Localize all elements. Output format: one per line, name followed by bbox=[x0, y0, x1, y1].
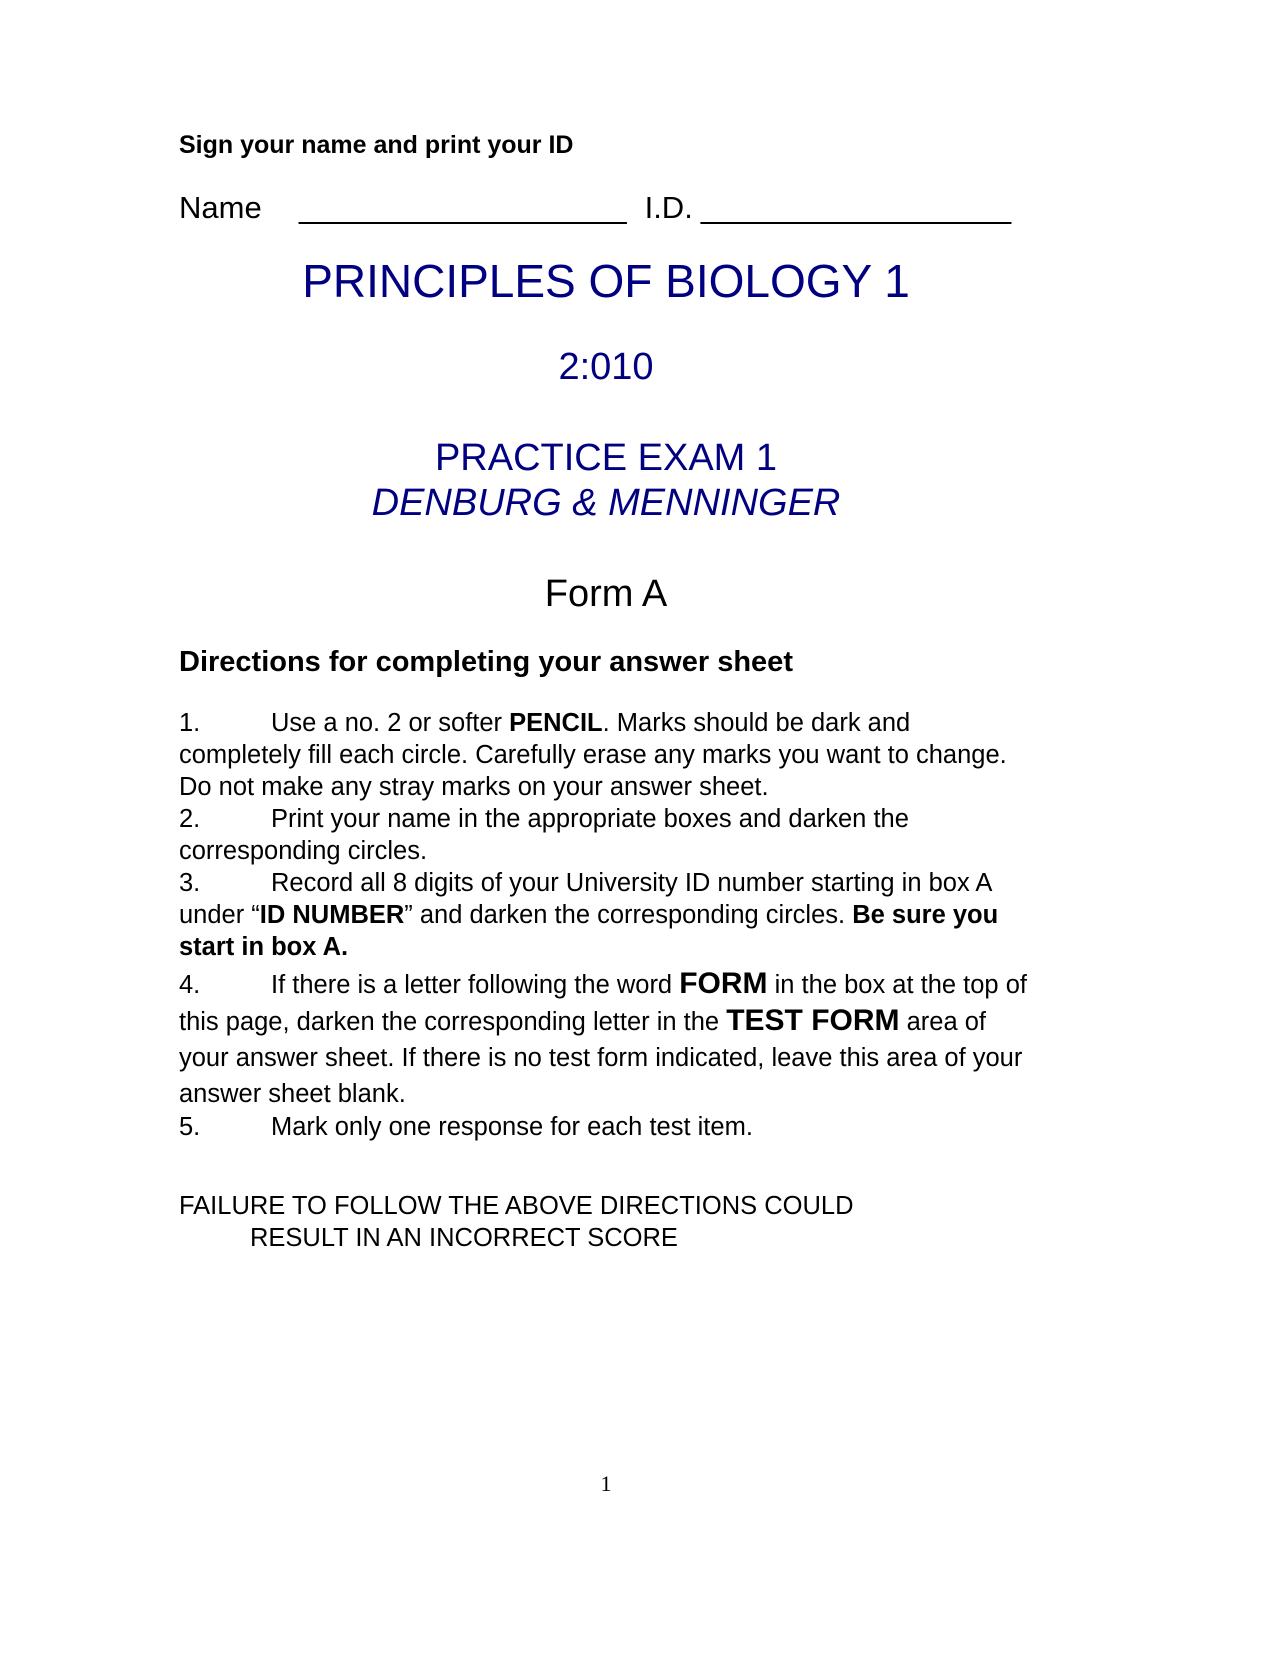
item-number: 3. bbox=[179, 869, 201, 897]
course-title: PRINCIPLES OF BIOLOGY 1 bbox=[302, 255, 910, 307]
item-text: ” and darken the corresponding circles. bbox=[404, 901, 853, 929]
name-id-line bbox=[179, 189, 1011, 227]
item-number: 5. bbox=[179, 1113, 201, 1141]
item-number: 2. bbox=[179, 805, 201, 833]
item-emphasis: TEST FORM bbox=[726, 1004, 900, 1037]
id-blank: __________________ bbox=[700, 190, 1012, 225]
item-text: Record all 8 digits of your University ID number starting in box A under “ bbox=[179, 869, 991, 929]
item-text: area of your answer sheet. If there is no test form indicated, leave this area of your answer sheet blank. bbox=[179, 1008, 1023, 1108]
page-number: 1 bbox=[600, 1471, 612, 1496]
name-blank: ___________________ bbox=[299, 190, 627, 225]
item-text: Mark only one response for each test item. bbox=[271, 1113, 753, 1141]
direction-item bbox=[179, 966, 1039, 1112]
item-emphasis: PENCIL bbox=[509, 709, 603, 737]
item-text: Print your name in the appropriate boxes and darken the corresponding circles. bbox=[179, 805, 909, 865]
item-text: in the box at the top of this page, darken the corresponding letter in the bbox=[179, 971, 1027, 1036]
direction-item bbox=[179, 867, 1039, 963]
exam-title: PRACTICE EXAM 1 bbox=[434, 437, 778, 479]
course-number: 2:010 bbox=[558, 346, 654, 388]
item-number: 4. bbox=[179, 971, 201, 999]
form-label: Form A bbox=[544, 573, 668, 615]
name-label: Name bbox=[179, 190, 262, 225]
direction-item bbox=[179, 707, 1039, 803]
id-label: I.D. bbox=[644, 190, 693, 225]
item-text: Use a no. 2 or softer bbox=[271, 709, 510, 737]
warning-text bbox=[179, 1190, 853, 1254]
directions-heading: Directions for completing your answer sheet bbox=[179, 646, 793, 678]
direction-item bbox=[179, 803, 1039, 867]
item-text: If there is a letter following the word bbox=[271, 971, 680, 999]
item-emphasis: FORM bbox=[679, 967, 768, 1000]
exam-authors: DENBURG & MENNINGER bbox=[371, 482, 841, 524]
warning-line-1: FAILURE TO FOLLOW THE ABOVE DIRECTIONS COULD bbox=[179, 1192, 854, 1220]
direction-item bbox=[179, 1111, 1039, 1143]
item-number: 1. bbox=[179, 709, 201, 737]
warning-line-2: RESULT IN AN INCORRECT SCORE bbox=[250, 1224, 678, 1252]
directions-list bbox=[179, 707, 1039, 1143]
sign-instruction: Sign your name and print your ID bbox=[179, 131, 574, 159]
item-text: . Marks should be dark and completely fill each circle. Carefully erase any marks you want to change. Do not make any stray marks on your answer sheet. bbox=[179, 709, 1007, 801]
item-emphasis: Be sure you start in box A. bbox=[179, 901, 999, 961]
item-emphasis: ID NUMBER bbox=[259, 901, 405, 929]
